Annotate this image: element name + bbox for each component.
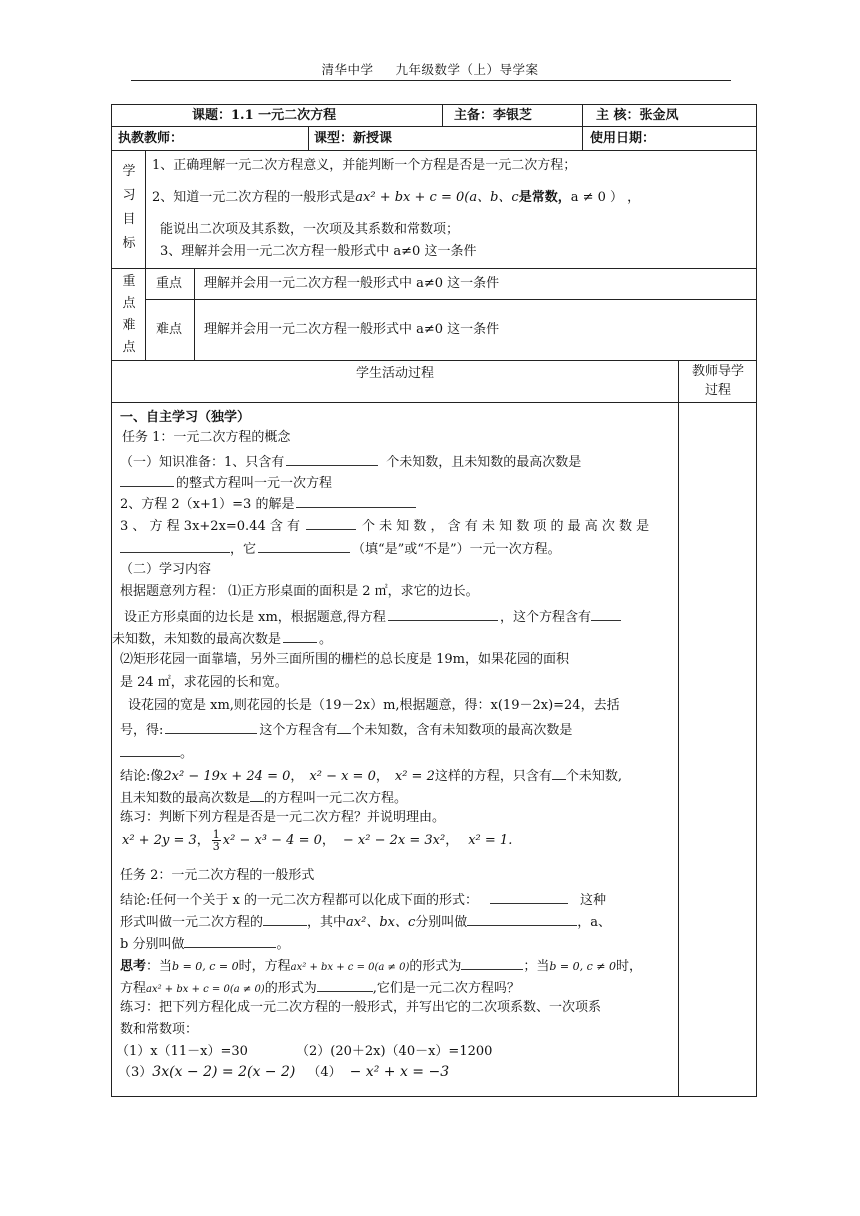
equation: 2x² − 19x + 24 = 0	[163, 769, 291, 784]
equation: − x² − 2x = 3x²	[342, 833, 446, 848]
teacher-guide-heading: 教师导学	[691, 364, 744, 379]
key-side-char: 难	[122, 318, 136, 333]
answer-blank[interactable]	[250, 787, 264, 802]
text: 个未知数，且未知数的最高次数是	[386, 455, 582, 470]
text: 。	[180, 746, 194, 761]
main-content	[112, 403, 758, 1096]
fraction-numerator: 1	[212, 828, 220, 841]
equation: − x² + x = −3	[349, 1064, 450, 1080]
prep-line-1	[120, 451, 581, 472]
fraction-one-third	[212, 829, 221, 852]
condition: b = 0, c = 0	[172, 960, 239, 973]
text: 形式叫做一元二次方程的	[120, 915, 264, 930]
goals-side-char: 标	[122, 236, 136, 251]
answer-blank[interactable]	[263, 911, 307, 926]
think-label: 思考	[120, 959, 147, 974]
problem-2-setup: 设花园的宽是 xm,则花园的长是（19－2x）m,根据题意，得：x(19－2x)=24，去括	[128, 698, 620, 713]
text: 的形式为	[409, 959, 462, 974]
fraction-denominator: 3	[212, 840, 220, 853]
question-2	[120, 493, 416, 514]
divider	[582, 105, 583, 126]
header-rule	[131, 80, 731, 81]
answer-blank[interactable]	[120, 742, 180, 757]
answer-blank[interactable]	[490, 889, 568, 904]
text: （3）	[118, 1065, 153, 1080]
equation: ax² + bx + c = 0(a ≠ 0)	[146, 984, 265, 995]
general-form-line-1	[120, 889, 606, 910]
text: （一）知识准备：1、只含有	[120, 455, 285, 470]
answer-blank[interactable]	[461, 955, 523, 970]
divider	[145, 151, 146, 268]
goals-side-char: 目	[122, 212, 136, 227]
answer-blank[interactable]	[283, 628, 317, 643]
text: 结论:任何一个关于 x 的一元二次方程都可以化成下面的形式：	[120, 893, 478, 908]
think-line-1	[120, 955, 642, 977]
equation: x² − x³ − 4 = 0	[222, 833, 322, 848]
text: 方程	[120, 981, 147, 996]
key-side-char: 点	[122, 296, 136, 311]
equation: x² = 1.	[468, 833, 513, 848]
divider	[442, 105, 443, 126]
answer-blank[interactable]	[165, 719, 257, 734]
condition: b = 0, c ≠ 0	[549, 960, 617, 973]
problem-2-line-2: 是 24 ㎡，求花园的长和宽。	[120, 675, 288, 690]
info-row	[112, 127, 756, 151]
divider	[582, 127, 583, 150]
text: 的整式方程叫一元一次方程	[176, 476, 333, 491]
text: 个未知数,	[565, 769, 623, 784]
exercise-1-prompt: 练习：判断下列方程是否是一元二次方程？并说明理由。	[120, 810, 446, 825]
exercise-1-equations: x² + 2y = 3， $\frac{1}{3}$ x² − x³ − 4 = 0， − x² − 2x = 3x²， x² = 1.	[122, 828, 513, 853]
divider	[678, 403, 679, 1096]
exercise-2-item-1: （1）x（11－x）=30	[116, 1044, 248, 1059]
problem-2-expand	[120, 719, 572, 740]
text: 。	[276, 937, 290, 952]
problem-1-setup	[124, 606, 621, 627]
goal-1: 1、正确理解一元二次方程意义，并能判断一个方程是否是一元二次方程；	[152, 158, 577, 173]
keypoints-row	[112, 269, 756, 361]
text: ：当	[146, 959, 173, 974]
goal-2b: 能说出二次项及其系数，一次项及其系数和常数项；	[160, 222, 460, 237]
goal-2-condition: a ≠ 0 ） ，	[570, 190, 641, 205]
text: 3 、 方 程 3x+2x=0.44 含 有	[120, 519, 301, 534]
text: 的方程叫一元二次方程。	[264, 791, 408, 806]
text: 个未知数，含有未知数项的最高次数是	[351, 723, 573, 738]
question-3-line-1	[120, 515, 649, 536]
text: （填“是”或“不是”）一元一次方程。	[352, 542, 561, 557]
student-process-heading: 学生活动过程	[355, 366, 434, 381]
learning-content-heading: （二）学习内容	[120, 562, 212, 577]
text: 2、方程 2（x+1）=3 的解是	[120, 497, 295, 512]
task-1-heading: 任务 1：一元二次方程的概念	[122, 430, 291, 445]
text: 个 未 知 数 ， 含 有 未 知 数 项 的 最 高 次 数 是	[362, 519, 650, 534]
text: 号，得:	[120, 723, 164, 738]
problem-1: 根据题意列方程： ⑴正方形桌面的面积是 2 ㎡，求它的边长。	[120, 584, 479, 599]
text: ，这个方程含有	[499, 610, 591, 625]
text: ，它	[230, 542, 257, 557]
problem-1-degree	[112, 628, 332, 649]
answer-blank[interactable]	[467, 911, 577, 926]
general-form-formula: ax² + bx + c = 0(a、b、c	[355, 190, 519, 205]
answer-blank[interactable]	[120, 538, 230, 553]
difficulty-label: 难点	[156, 322, 183, 337]
text: 未知数，未知数的最高次数是	[112, 632, 282, 647]
divider	[308, 127, 309, 150]
question-3-line-2	[120, 538, 561, 559]
goals-side-char: 学	[122, 164, 136, 179]
goal-2	[152, 189, 640, 207]
general-form-line-3	[120, 933, 289, 954]
conclusion-2	[120, 787, 407, 808]
text: 且未知数的最高次数是	[120, 791, 251, 806]
text: （4）	[307, 1065, 342, 1080]
answer-blank[interactable]	[296, 493, 416, 508]
answer-blank[interactable]	[184, 933, 276, 948]
answer-blank[interactable]	[552, 765, 566, 780]
goal-2-bold: 是常数，	[518, 190, 571, 205]
task-2-heading: 任务 2：一元二次方程的一般形式	[120, 868, 315, 883]
exercise-2-prompt: 练习：把下列方程化成一元二次方程的一般形式，并写出它的二次项系数、一次项系	[120, 1000, 602, 1015]
text: 时，	[616, 959, 643, 974]
page-header	[0, 60, 860, 78]
text: 。	[319, 632, 333, 647]
text: b 分别叫做	[120, 937, 185, 952]
reviewer: 主 核：张金凤	[596, 108, 679, 123]
document-subtitle: 九年级数学（上）导学案	[395, 62, 539, 77]
answer-blank[interactable]	[258, 538, 350, 553]
answer-blank[interactable]	[337, 719, 351, 734]
exercise-2-prompt-2: 数和常数项：	[120, 1022, 199, 1037]
prep-line-2	[120, 472, 332, 493]
divider	[194, 269, 195, 360]
conclusion-1: 结论:像2x² − 19x + 24 = 0， x² − x = 0， x² = 2这样的方程，只含有 个未知数,	[120, 765, 622, 786]
text: 这种	[579, 893, 606, 908]
answer-blank[interactable]	[120, 472, 174, 487]
divider	[145, 299, 756, 300]
goal-3: 3、理解并会用一元二次方程一般形式中 a≠0 这一条件	[160, 244, 477, 259]
answer-blank[interactable]	[591, 606, 621, 621]
key-text: 理解并会用一元二次方程一般形式中 a≠0 这一条件	[204, 276, 500, 291]
goal-2-text: 2、知道一元二次方程的一般形式是	[152, 190, 356, 205]
problem-2-line-1: ⑵矩形花园一面靠墙，另外三面所围的栅栏的总长度是 19m，如果花园的面积	[120, 652, 570, 667]
difficulty-text: 理解并会用一元二次方程一般形式中 a≠0 这一条件	[204, 322, 500, 337]
topic-row	[112, 105, 756, 127]
teacher-field: 执教教师：	[118, 131, 184, 146]
equation: x² = 2	[394, 769, 435, 784]
key-side-char: 重	[122, 274, 136, 289]
lesson-type: 课型：新授课	[314, 131, 393, 146]
topic: 课题：1.1 一元二次方程	[192, 108, 337, 123]
text: ，a、	[577, 915, 612, 930]
answer-blank[interactable]	[388, 606, 498, 621]
text: 分别叫做	[415, 915, 468, 930]
equation: ax² + bx + c = 0(a ≠ 0)	[290, 962, 410, 973]
lesson-plan-table	[111, 104, 757, 1097]
answer-blank[interactable]	[306, 515, 356, 530]
preparer: 主备：李银芝	[454, 108, 533, 123]
text: 这样的方程，只含有	[434, 769, 552, 784]
think-line-2	[120, 977, 520, 999]
text: 这个方程含有	[259, 723, 338, 738]
key-side-char: 点	[122, 340, 136, 355]
section-heading: 一、自主学习（独学）	[120, 410, 251, 425]
text: 设正方形桌面的边长是 xm，根据题意,得方程	[124, 610, 386, 625]
text: 的形式为	[264, 981, 317, 996]
equation: x² − x = 0	[309, 769, 376, 784]
goals-row	[112, 151, 756, 269]
problem-2-end	[120, 742, 193, 763]
general-form-line-2	[120, 911, 611, 932]
text: 结论:像	[120, 769, 164, 784]
key-label: 重点	[156, 276, 183, 291]
exercise-2-item-3	[118, 1063, 449, 1082]
school-name: 清华中学	[321, 62, 374, 77]
goals-side-char: 习	[122, 188, 136, 203]
process-header-row	[112, 361, 756, 403]
answer-blank[interactable]	[317, 977, 373, 992]
answer-blank[interactable]	[286, 451, 378, 466]
terms: ax²、bx、c	[346, 915, 416, 930]
exercise-2-item-2: （2）(20＋2x)（40－x）=1200	[296, 1044, 493, 1059]
equation: x² + 2y = 3	[122, 833, 197, 848]
text: 时，方程	[238, 959, 291, 974]
text: ，其中	[307, 915, 347, 930]
text: ,它们是一元二次方程吗？	[372, 981, 520, 996]
equation: 3x(x − 2) = 2(x − 2)	[152, 1064, 296, 1080]
text: ；当	[523, 959, 550, 974]
date-field: 使用日期：	[590, 131, 656, 146]
teacher-guide-heading-2: 过程	[704, 383, 731, 398]
divider	[145, 269, 146, 360]
